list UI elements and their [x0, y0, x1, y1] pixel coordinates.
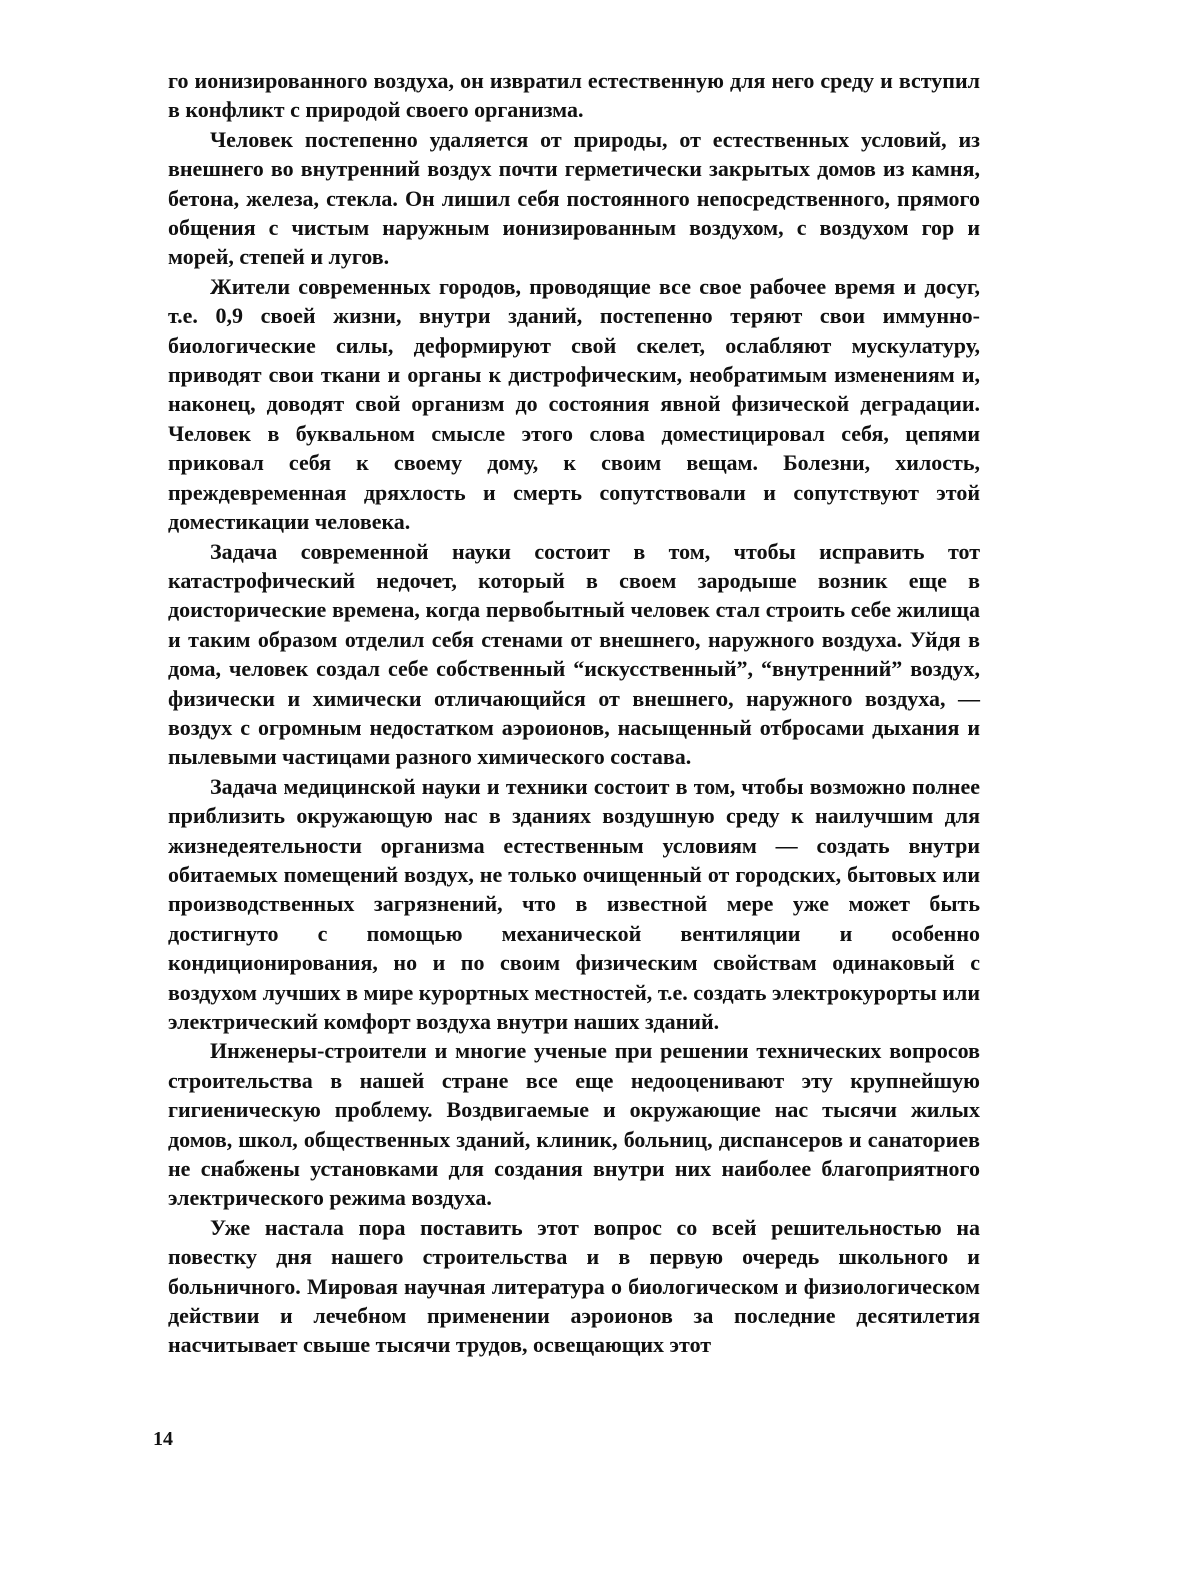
paragraph-3: Жители современных городов, проводящие все свое рабочее время и досуг, т.е. 0,9 своей жизни, внутри зданий, постепенно теряют свои иммунно-биологические силы, деформируют свой скелет, ослабляют мускулатуру, приводят свои ткани и органы к дистрофическим, необратимым изменениям и, наконец, доводят свой организм до состояния явной физической деградации. Человек в буквальном смысле этого слова доместицировал себя, цепями приковал себя к своему дому, к своим вещам. Болезни, хилость, преждевременная дряхлость и смерть сопутствовали и сопутствуют этой доместикации человека. — [168, 273, 980, 535]
body-text — [168, 66, 980, 1360]
paragraph-6: Инженеры-строители и многие ученые при решении технических вопросов строительства в нашей стране все еще недооценивают эту крупнейшую гигиеническую проблему. Воздвигаемые и окружающие нас тысячи жилых домов, школ, общественных зданий, клиник, больниц, диспансеров и санаториев не снабжены установками для создания внутри них наиболее благоприятного электрического режима воздуха. — [168, 1038, 980, 1211]
paragraph-4: Задача современной науки состоит в том, чтобы исправить тот катастрофический недочет, который в своем зародыше возник еще в доисторические времена, когда первобытный человек стал строить себе жилища и таким образом отделил себя стенами от внешнего, наружного воздуха. Уйдя в дома, человек создал себе собственный “искусственный”, “внутренний” воздух, физически и химически отличающийся от внешнего, наружного воздуха, — воздух с огромным недостатком аэроионов, насыщенный отбросами дыхания и пылевыми частицами разного химического состава. — [168, 538, 980, 770]
paragraph-7: Уже настала пора поставить этот вопрос со всей решительностью на повестку дня нашего строительства и в первую очередь школьного и больничного. Мировая научная литература о биологическом и физиологическом действии и лечебном применении аэроионов за последние десятилетия насчитывает свыше тысячи трудов, освещающих этот — [168, 1214, 980, 1358]
paragraph-2: Человек постепенно удаляется от природы, от естественных условий, из внешнего во внутренний воздух почти герметически закрытых домов из камня, бетона, железа, стекла. Он лишил себя постоянного непосредственного, прямого общения с чистым наружным ионизированным воздухом, с воздухом гор и морей, степей и лугов. — [168, 126, 980, 270]
page-number: 14 — [153, 1428, 173, 1450]
paragraph-5: Задача медицинской науки и техники состоит в том, чтобы возможно полнее приблизить окружающую нас в зданиях воздушную среду к наилучшим для жизнедеятельности организма естественным условиям — создать внутри обитаемых помещений воздух, не только очищенный от городских, бытовых или производственных загрязнений, что в известной мере уже может быть достигнуто с помощью механической вентиляции и особенно кондиционирования, но и по своим физическим свойствам одинаковый с воздухом лучших в мире курортных местностей, т.е. создать электрокурорты или электрический комфорт воздуха внутри наших зданий. — [168, 773, 980, 1034]
paragraph-1: го ионизированного воздуха, он извратил естественную для него среду и вступил в конфликт с природой своего организма. — [168, 68, 980, 123]
